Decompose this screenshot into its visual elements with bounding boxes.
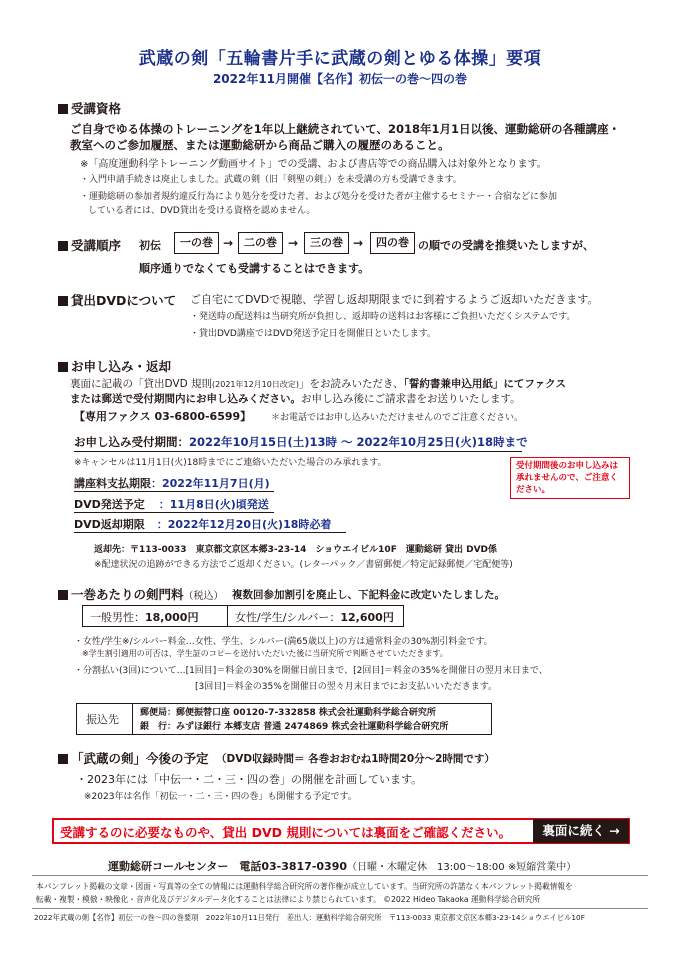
order-prefix: 初伝 bbox=[139, 239, 161, 252]
dvd-line-1: ご自宅にてDVDで視聴、学習し返却期限までに到着するようご返却いただきます。 bbox=[190, 293, 599, 306]
section-heading-qualification: 受講資格 bbox=[58, 99, 121, 117]
future-line-2: ※2023年は名作「初伝一・二・三・四の巻」も開催する予定です。 bbox=[84, 792, 357, 802]
qualification-line-2: 教室へのご参加履歴、または運動総研から商品ご購入の履歴のあること。 bbox=[70, 138, 450, 152]
qualification-line-1: ご自身でゆる体操のトレーニングを1年以上継続されていて、2018年1月1日以後、運動総研の各種講座・ bbox=[70, 122, 621, 136]
future-heading-note: （DVD収録時間＝ 各巻おおむね1時間20分～2時間です） bbox=[216, 753, 495, 765]
order-step-4: 四の巻 bbox=[370, 232, 415, 254]
apply-line-1: 裏面に記載の「貸出DVD 規則(2021年12月10日改定)」をお読みいただき、「誓約書兼申込用紙」にてファクス bbox=[70, 378, 567, 390]
late-application-warning: 受付期間後のお申し込みは承れませんので、ご注意ください。 bbox=[510, 457, 630, 499]
future-line-1: ・2023年には「中伝一・二・三・四の巻」の開催を計画しています。 bbox=[76, 773, 423, 786]
copyright-line-2: 転載・複製・模倣・映像化・音声化及びデジタルデータ化することは法律により禁じられています。 ©2022 Hideo Takaoka 運動科学総合研究所 bbox=[36, 895, 541, 904]
divider-line bbox=[32, 908, 648, 909]
page-title: 武蔵の剣「五輪書片手に武蔵の剣とゆる体操」要項 bbox=[138, 49, 542, 69]
square-bullet-icon bbox=[58, 296, 68, 306]
fee-note-4: [3回目]＝料金の35%を開催日の翌々月末日までにお支払いいただきます。 bbox=[195, 682, 498, 692]
arrow-right-icon: → bbox=[223, 236, 234, 250]
return-note: ※配達状況の追跡ができる方法でご返却ください。(レターパック／書留郵便／特定記録郵便／宅配便等) bbox=[94, 560, 513, 570]
arrow-right-icon: → bbox=[353, 236, 364, 250]
dvd-note-2: ・貸出DVD講座ではDVD発送予定日を開催日といたします。 bbox=[190, 329, 436, 339]
fax-number: 【専用ファクス 03-6800-6599】 bbox=[74, 410, 252, 423]
order-step-2: 二の巻 bbox=[238, 232, 283, 254]
bank-divider bbox=[132, 703, 133, 735]
section-heading-fee: 一巻あたりの剣門料（税込） bbox=[58, 585, 224, 603]
apply-line-2: または郵送で受付期間内にお申し込みください。お申し込み後にご請求書をお送りいたします。 bbox=[70, 393, 521, 405]
ship-date: DVD発送予定 ：11月8日(火)頃発送 bbox=[74, 498, 269, 511]
qualification-note-2: ・入門申請手続きは廃止しました。武蔵の剣（旧「剣聖の剣」）を未受講の方も受講できます。 bbox=[80, 175, 462, 185]
apply-period: お申し込み受付期間：2022年10月15日(土)13時 ～ 2022年10月25日(火)18時まで bbox=[74, 435, 528, 449]
price-divider bbox=[227, 605, 228, 627]
dvd-note-1: ・発送時の配送料は当研究所が負担し、返却時の送料はお客様にご負担いただくシステムです。 bbox=[190, 312, 576, 322]
order-suffix: の順での受講を推奨いたしますが、 bbox=[418, 239, 594, 252]
price-discount: 女性/学生/シルバー：12,600円 bbox=[235, 611, 394, 624]
square-bullet-icon bbox=[58, 241, 68, 251]
order-step-1: 一の巻 bbox=[174, 232, 219, 254]
arrow-right-icon: → bbox=[288, 236, 299, 250]
qualification-note-3-cont: している者には、DVD貸出を受ける資格を認めません。 bbox=[88, 206, 316, 216]
return-address: 返却先：〒113-0033 東京都文京区本郷3-23-14 ショウエイビル10F 運動総研 貸出 DVD係 bbox=[94, 545, 498, 555]
return-underline bbox=[74, 532, 346, 533]
period-underline bbox=[74, 451, 522, 452]
section-heading-dvd: 貸出DVDについて bbox=[58, 291, 176, 309]
section-heading-future: 「武蔵の剣」今後の予定 bbox=[58, 749, 209, 767]
divider-line bbox=[32, 875, 648, 876]
ship-underline bbox=[74, 512, 274, 513]
payment-underline bbox=[74, 491, 274, 492]
return-deadline: DVD返却期限 ：2022年12月20日(火)18時必着 bbox=[74, 518, 332, 531]
fee-note-3: ・分割払い(3回)について…[1回目]＝料金の30%を開催日前日まで、[2回目]＝料金の35%を開催日の翌月末日まで、 bbox=[74, 666, 548, 676]
price-general: 一般男性：18,000円 bbox=[90, 611, 199, 624]
cancel-note: ※キャンセルは11月1日(火)18時までにご連絡いただいた場合のみ承れます。 bbox=[74, 458, 387, 468]
square-bullet-icon bbox=[58, 590, 68, 600]
call-center: 運動総研コールセンター 電話03-3817-0390（日曜・木曜定休 13:00～18:00 ※短縮営業中） bbox=[108, 860, 577, 873]
section-heading-apply: お申し込み・返却 bbox=[58, 357, 171, 375]
square-bullet-icon bbox=[58, 104, 68, 114]
square-bullet-icon bbox=[58, 754, 68, 764]
copyright-line-1: 本パンフレット掲載の文章・図面・写真等の全ての情報には運動科学総合研究所の著作権が成立しています。当研究所の許諾なく本パンフレット掲載情報を bbox=[36, 882, 573, 891]
order-line-2: 順序通りでなくても受講することはできます。 bbox=[139, 262, 370, 275]
payment-deadline: 講座料支払期限：2022年11月7日(月) bbox=[74, 477, 270, 490]
bank-label: 振込先 bbox=[86, 713, 119, 726]
back-page-notice: 受講するのに必要なものや、貸出 DVD 規則については裏面をご確認ください。 bbox=[60, 825, 512, 840]
fee-note-2: ※学生割引適用の可否は、学生証のコピーを送付いただいた後に当研究所で判断させていただきます。 bbox=[82, 649, 448, 658]
fax-note: ＊お電話ではお申し込みいただけませんのでご注意ください。 bbox=[271, 413, 524, 423]
section-heading-order: 受講順序 bbox=[58, 236, 121, 254]
page-subtitle: 2022年11月開催【名作】初伝一の巻～四の巻 bbox=[212, 72, 468, 86]
fee-note-1: ・女性/学生※/シルバー料金…女性、学生、シルバー(満65歳以上)の方は通常料金の30%割引料金です。 bbox=[74, 637, 493, 647]
square-bullet-icon bbox=[58, 362, 68, 372]
qualification-note-1: ※「高度運動科学トレーニング動画サイト」での受講、および書店等での商品購入は対象外となります。 bbox=[80, 159, 547, 170]
bank-postal: 郵便局：郵便振替口座 00120-7-332858 株式会社運動科学総合研究所 bbox=[140, 708, 436, 718]
fee-heading-note: 複数回参加割引を廃止し、下記料金に改定いたしました。 bbox=[232, 589, 505, 601]
footer-imprint: 2022年武蔵の剣【名作】初伝一の巻～四の巻要項 2022年10月11日発行 差出人：運動科学総合研究所 〒113-0033 東京都文京区本郷3-23-14ショウエイビル10F bbox=[34, 913, 585, 922]
bank-mizuho: 銀 行：みずほ銀行 本郷支店 普通 2474869 株式会社運動科学総合研究所 bbox=[140, 722, 449, 732]
order-step-3: 三の巻 bbox=[304, 232, 349, 254]
qualification-note-3: ・運動総研の参加者規約違反行為により処分を受けた者、および処分を受けた者が主催するセミナー・合宿などに参加 bbox=[80, 192, 558, 202]
continue-to-back-button[interactable]: 裏面に続く → bbox=[533, 819, 629, 843]
